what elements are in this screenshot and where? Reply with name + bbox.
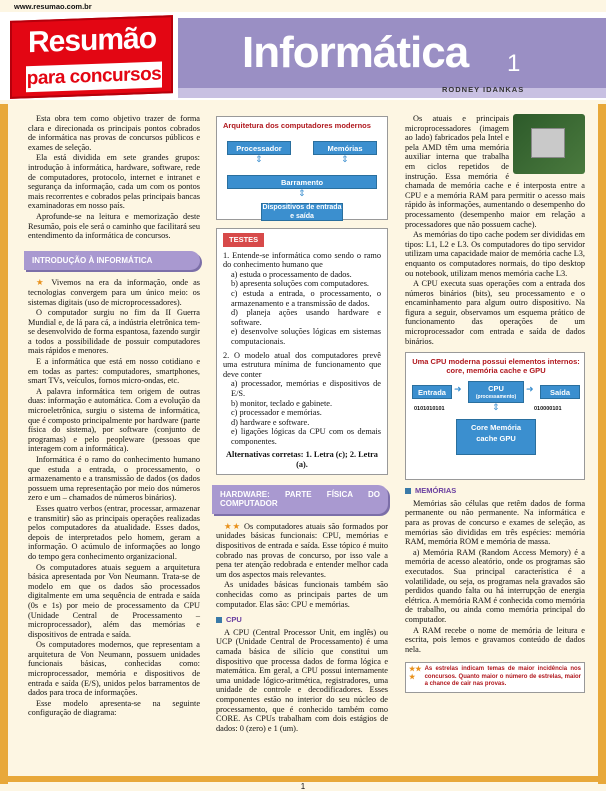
- logo-line1: Resumão: [28, 21, 157, 60]
- bits-output: 010000101: [534, 406, 562, 413]
- star-legend: [405, 662, 585, 693]
- paragraph: O computador surgiu no fim da II Guerra Mundial e, de lá para cá, a indústria eletrônica tem-se desenvolvido de forma espantosa, fazendo surgir a todos a possibilidade de possuir computadores mais rápidos e menores.: [28, 308, 200, 356]
- star-icon: ★★: [224, 521, 241, 531]
- arrow-right-icon: ➜: [526, 385, 534, 396]
- arrow-icon: ⇕: [255, 155, 263, 165]
- square-bullet-icon: [405, 488, 411, 494]
- paragraph: ★★ Os computadores atuais são formados por unidades básicas funcionais: CPU, memórias e dispositivos de entrada e saída. Esse tópico é muito cobrado nas provas de concurso, por isso vale a pena ter atenção redobrada e entender melhor cada um dos aspectos mais relevantes.: [216, 521, 388, 579]
- answer-option: e) desenvolve soluções lógicas em sistemas computacionais.: [231, 327, 381, 346]
- author-name: RODNEY IDANKAS: [442, 85, 525, 94]
- logo-line2: para concursos: [26, 62, 162, 93]
- site-url: www.resumao.com.br: [14, 2, 92, 11]
- paragraph: E a informática que está em nosso cotidiano e em todas as partes: computadores, smartphones, smart TVs, veículos, fornos micro-ondas, etc.: [28, 357, 200, 386]
- core-box: Core Memória cache GPU: [456, 419, 536, 455]
- left-border: [0, 104, 8, 784]
- column-1: [28, 114, 200, 719]
- paragraph: Esses quatro verbos (entrar, processar, armazenar e transmitir) são as principais operações realizadas pelos computadores da atualidade. Esses dados, depois de interpretados pelo homem, geram a informação. O acúmulo de informações ao longo do tempo gera conhecimento organizacional.: [28, 503, 200, 561]
- answer-option: c) estuda a entrada, o processamento, o armazenamento e a transmissão de dados.: [231, 288, 381, 308]
- square-bullet-icon: [216, 617, 222, 623]
- cpu-box: CPU (processamento): [468, 381, 524, 403]
- diagram-title: Arquitetura dos computadores modernos: [223, 121, 371, 130]
- answer-option: a) estuda o processamento de dados.: [231, 269, 352, 279]
- answer-option: c) processador e memórias.: [231, 408, 322, 418]
- paragraph: Memórias são células que retêm dados de forma permanente ou não permanente. Na informática e para as provas de concurso e exames de seleção, as memórias são divididas em três espécies: memória RAM, memória ROM e memória de massa.: [405, 498, 585, 547]
- paragraph: a) Memória RAM (Random Access Memory) é a memória de acesso aleatório, onde os programas são executados. Sua principal característica é a volatilidade, ou seja, os programas nela gravados são perdidos quando falta ou há interrupção de energia elétrica. A memória RAM é conhecida como memória de trabalho, ou ainda como memória principal do computador.: [405, 547, 585, 624]
- section-heading-intro: INTRODUÇÃO À INFORMÁTICA: [24, 251, 200, 271]
- output-box: Saída: [540, 385, 580, 399]
- star-icon: ★: [36, 278, 47, 288]
- volume-number: 1: [507, 50, 521, 77]
- bus-box: Barramento: [227, 175, 377, 189]
- input-box: Entrada: [412, 385, 452, 399]
- processor-chip-image: [513, 114, 585, 174]
- tests-box: [216, 228, 388, 475]
- column-3: [405, 114, 585, 693]
- column-2: [216, 114, 388, 734]
- answer-key: Alternativas corretas: 1. Letra (c); 2. Letra (a).: [226, 450, 378, 470]
- answer-option: d) planeja ações usando hardware e software.: [231, 308, 381, 327]
- resumao-logo: [10, 15, 173, 99]
- paragraph: A palavra informática tem origem de outras duas: informação e automática. Com a evolução da microeletrônica, surgiu o sistema de informática, que é composto principalmente por hardware (parte física do sistema), por software (conjunto de programas) e pelo peopleware (pessoas que interagem com a informática).: [28, 386, 200, 454]
- title-band-stripe: [178, 88, 606, 98]
- answer-option: a) processador, memórias e dispositivos de E/S.: [231, 379, 381, 398]
- arrow-icon: ⇕: [492, 403, 500, 414]
- question-1: 1. Entende-se informática como sendo o ramo do conhecimento humano que: [223, 250, 381, 270]
- io-box: Dispositivos de entrada e saída: [262, 204, 342, 220]
- legend-text: As estrelas indicam temas de maior incidência nos concursos. Quanto maior o número de estrelas, maior a chance de cair nas provas.: [424, 666, 581, 688]
- arrow-right-icon: ➜: [454, 385, 462, 396]
- tests-header: TESTES: [223, 233, 264, 247]
- answer-option: e) ligações lógicas da CPU com os demais componentes.: [231, 427, 381, 446]
- paragraph: Esse modelo apresenta-se na seguinte configuração de diagrama:: [28, 698, 200, 718]
- paragraph: Os computadores atuais seguem a arquitetura básica apresentada por Von Neumann. Trata-se de modelo em que os dados são processados digitalmente em uma sequência de entrada e saída (0s e 1s) por meio de processamento da CPU (Unidade Central de Processamento – microprocessador), além das memórias e dispositivos de entrada e saída.: [28, 562, 200, 639]
- subheading-cpu: CPU: [216, 615, 388, 625]
- right-border: [598, 104, 606, 784]
- paragraph: Os computadores modernos, que representam a arquitetura de Von Neumann, possuem unidades funcionais básicas, conhecidas como: microprocessador, memória e dispositivos de entrada e saída (E/S), unidos pelos barramentos de dados para troca de informações.: [28, 640, 200, 698]
- paragraph: A CPU (Central Processor Unit, em inglês) ou UCP (Unidade Central de Processamento) é uma camada básica de silício que constitui um dispositivo que processa dados de forma lógica e matemática. Em geral, a CPU possui internamente uma unidade lógico-aritmética, registradores, uma unidade de controle e decodificadores. Esses componentes estão no interior do seu núcleo de processamento, que é conhecido também como CORE. As CPUs trabalham com dois estágios de dados: 0 (zero) e 1 (um).: [216, 627, 388, 733]
- answer-option: b) monitor, teclado e gabinete.: [231, 398, 333, 408]
- architecture-diagram: [216, 116, 388, 220]
- paragraph: A CPU executa suas operações com a entrada dos números binários (bits), seu processamento e o encaminhamento para algum outro dispositivo. Na figura a seguir, observamos um esquema prático de funcionamento das operações de um microprocessador com entrada e saída de dados binários.: [405, 279, 585, 346]
- paragraph: Informática é o ramo do conhecimento humano que estuda a entrada, o processamento, o armazenamento e a transmissão de dados (os dados possuem uma representação por meio dos números zero e um – chamados de números binários).: [28, 455, 200, 503]
- paragraph: As memórias do tipo cache podem ser divididas em tipos: L1, L2 e L3. Os computadores do tipo servidor utilizam uma capacidade maior de memória cache L3, enquanto os computadores normais, do tipo desktop ou notebook, utilizam menos memória cache L3.: [405, 230, 585, 278]
- star-icon: ★★ ★: [409, 666, 422, 681]
- answer-option: d) hardware e software.: [231, 417, 310, 427]
- page-title: Informática: [242, 28, 469, 77]
- diagram-title: Uma CPU moderna possui elementos internos: core, memória cache e GPU: [412, 357, 580, 376]
- processor-box: Processador: [227, 141, 291, 155]
- answer-option: b) apresenta soluções com computadores.: [231, 279, 370, 289]
- bits-input: 0101010101: [414, 406, 445, 413]
- section-heading-hardware: HARDWARE: PARTE FÍSICA DO COMPUTADOR: [212, 485, 388, 514]
- intro-paragraph: Aprofunde-se na leitura e memorização deste Resumão, pois ele será o caminho que facilitará seu entendimento da informática de concursos.: [28, 211, 200, 241]
- page-number: 1: [300, 782, 306, 791]
- intro-paragraph: Esta obra tem como objetivo trazer de forma clara e direcionada os principais pontos cobrados de informática nas provas de concursos públicos e exames de seleção.: [28, 114, 200, 152]
- arrow-icon: ⇕: [298, 189, 306, 199]
- memory-box: Memórias: [313, 141, 377, 155]
- cpu-diagram: [405, 352, 585, 480]
- paragraph: ★ Vivemos na era da informação, onde as tecnologias convergem para um único meio: os sistemas digitais (uso de microprocessadores).: [28, 278, 200, 307]
- question-2: 2. O modelo atual dos computadores prevê uma estrutura mínima de funcionamento que deve conter: [223, 350, 381, 379]
- paragraph: A RAM recebe o nome de memória de leitura e escrita, pois lemos e gravamos conteúdo de dados nela.: [405, 625, 585, 654]
- paragraph: Os atuais e principais microprocessadores (imagem ao lado) fabricados pela Intel e pela AMD têm uma memória auxiliar interna que trabalha em ciclos repetidos de instrução. Essa memória é chamada de memória cache e é interposta entre a CPU e a memória RAM para permitir o acesso mais rápido às informações, aumentando o desempenho do processamento (desempenho maior em relação a processadores que não possuem cache).: [405, 114, 585, 229]
- arrow-icon: ⇕: [341, 155, 349, 165]
- paragraph: As unidades básicas funcionais também são conhecidas como as principais partes de um computador. Elas são: CPU e memórias.: [216, 580, 388, 609]
- subheading-memories: MEMÓRIAS: [405, 486, 585, 496]
- intro-paragraph: Ela está dividida em sete grandes grupos: introdução à informática, hardware, software, rede de computadores, protocolo, internet e intranet e segurança da informação, cada um com os pontos mais recorrentes e cobrados pelas principais bancas examinadoras em nosso país.: [28, 153, 200, 211]
